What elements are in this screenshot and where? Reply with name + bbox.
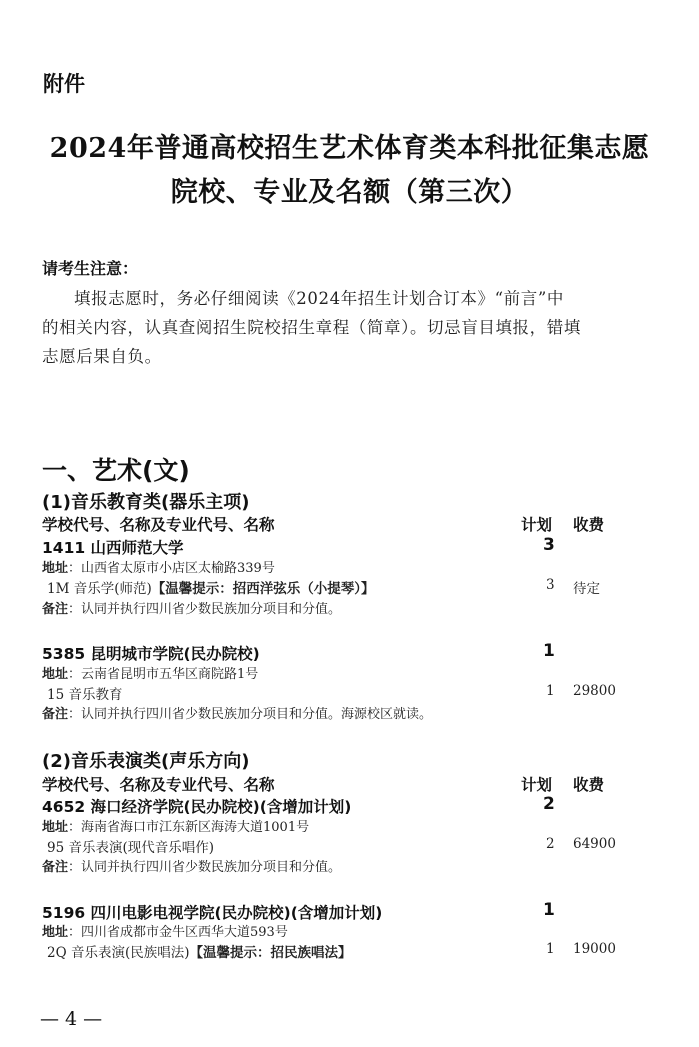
major-name: 音乐教育 xyxy=(68,687,123,703)
school-address xyxy=(42,557,275,576)
major-name: 音乐学(师范) xyxy=(73,581,152,597)
major-fee: 29800 xyxy=(573,683,616,699)
address-text: ：四川省成都市金牛区西华大道593号 xyxy=(68,925,288,940)
attachment-label: 附件 xyxy=(43,72,85,96)
major-fee: 19000 xyxy=(573,941,616,957)
major-plan: 3 xyxy=(546,577,555,593)
school-plan: 1 xyxy=(543,641,555,661)
major-row xyxy=(47,941,352,961)
major-plan: 1 xyxy=(546,683,555,699)
address-label: 地址 xyxy=(42,820,69,835)
notice-text-line-1: 填报志愿时，务必仔细阅读《2024年招生计划合订本》“前言”中 xyxy=(74,289,564,308)
column-header-plan: 计划 xyxy=(521,516,553,534)
major-code: 15 xyxy=(47,687,65,703)
note-text: ：认同并执行四川省少数民族加分项目和分值。 xyxy=(68,860,342,875)
column-header-school: 学校代号、名称及专业代号、名称 xyxy=(42,776,275,794)
major-row xyxy=(47,683,122,703)
major-code: 1M xyxy=(47,581,70,597)
address-text: ：海南省海口市江东新区海涛大道1001号 xyxy=(68,820,310,835)
school-address xyxy=(42,921,288,940)
school-title: 1411 山西师范大学 xyxy=(42,539,184,557)
notice-heading: 请考生注意： xyxy=(42,259,139,278)
column-header-school: 学校代号、名称及专业代号、名称 xyxy=(42,516,275,534)
column-header-fee: 收费 xyxy=(573,516,605,534)
page-number: — 4 — xyxy=(40,1008,103,1030)
note-label: 备注 xyxy=(42,707,69,722)
school-title: 5196 四川电影电视学院(民办院校)(含增加计划) xyxy=(42,904,383,922)
school-plan: 2 xyxy=(543,794,555,814)
document-title-line-2: 院校、专业及名额（第三次） xyxy=(170,177,529,208)
major-fee: 待定 xyxy=(573,581,600,597)
category-heading: (2)音乐表演类(声乐方向) xyxy=(42,751,250,772)
major-plan: 2 xyxy=(546,836,555,852)
address-label: 地址 xyxy=(42,561,69,576)
school-address xyxy=(42,816,309,835)
major-plan: 1 xyxy=(546,941,555,957)
note-label: 备注 xyxy=(42,860,69,875)
column-header-fee: 收费 xyxy=(573,776,605,794)
major-tip: 【温馨提示：招民族唱法】 xyxy=(189,945,352,961)
school-note xyxy=(42,598,341,617)
notice-text-line-3: 志愿后果自负。 xyxy=(42,347,162,366)
address-text: ：山西省太原市小店区太榆路339号 xyxy=(68,561,275,576)
address-label: 地址 xyxy=(42,667,69,682)
major-row xyxy=(47,836,214,856)
document-title-line-1: 2024年普通高校招生艺术体育类本科批征集志愿 xyxy=(49,133,650,164)
note-text: ：认同并执行四川省少数民族加分项目和分值。 xyxy=(68,602,342,617)
category-heading: (1)音乐教育类(器乐主项) xyxy=(42,492,250,513)
column-header-plan: 计划 xyxy=(521,776,553,794)
major-tip: 【温馨提示：招西洋弦乐（小提琴）】 xyxy=(151,581,375,597)
school-note xyxy=(42,856,341,875)
note-text: ：认同并执行四川省少数民族加分项目和分值。海源校区就读。 xyxy=(68,707,433,722)
school-address xyxy=(42,663,258,682)
note-label: 备注 xyxy=(42,602,69,617)
school-plan: 3 xyxy=(543,535,555,555)
major-code: 95 xyxy=(47,840,65,856)
notice-text-line-2: 的相关内容，认真查阅招生院校招生章程（简章）。切忌盲目填报，错填 xyxy=(42,318,581,337)
major-row xyxy=(47,577,375,597)
major-fee: 64900 xyxy=(573,836,616,852)
school-note xyxy=(42,703,432,722)
address-text: ：云南省昆明市五华区商院路1号 xyxy=(68,667,259,682)
school-plan: 1 xyxy=(543,900,555,920)
section-heading: 一、艺术(文) xyxy=(42,456,190,485)
address-label: 地址 xyxy=(42,925,69,940)
school-title: 5385 昆明城市学院(民办院校) xyxy=(42,645,260,663)
major-name: 音乐表演(现代音乐唱作) xyxy=(68,840,215,856)
major-name: 音乐表演(民族唱法) xyxy=(70,945,190,961)
school-title: 4652 海口经济学院(民办院校)(含增加计划) xyxy=(42,798,352,816)
major-code: 2Q xyxy=(47,945,67,961)
